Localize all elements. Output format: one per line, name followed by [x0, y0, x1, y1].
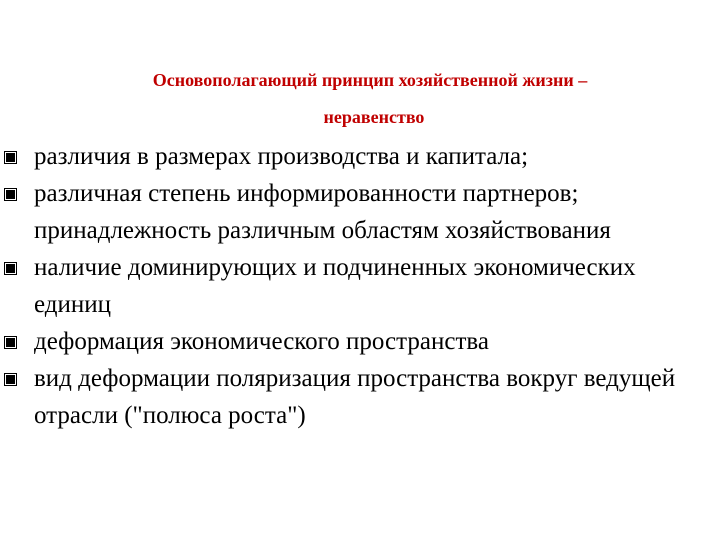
- list-item: [0, 360, 720, 434]
- list-item: [0, 175, 720, 249]
- slide-title-line-2: неравенство: [323, 107, 425, 127]
- list-item: [0, 138, 720, 175]
- square-bullet-icon: [4, 188, 17, 201]
- list-item: [0, 323, 720, 360]
- list-item-text: наличие доминирующих и подчиненных экономических единиц: [34, 254, 636, 318]
- slide-title: [0, 62, 720, 136]
- list-item-text: деформация экономического пространства: [34, 328, 489, 355]
- square-bullet-icon: [4, 336, 17, 349]
- list-item: [0, 249, 720, 323]
- list-item-text: вид деформации поляризация пространства вокруг ведущей отрасли ("полюса роста"): [34, 365, 676, 429]
- list-item-text: различная степень информированности партнеров; принадлежность различным областям хозяйствования: [34, 180, 611, 244]
- square-bullet-icon: [4, 373, 17, 386]
- bullet-list: [0, 138, 720, 434]
- list-item-text: различия в размерах производства и капитала;: [34, 143, 529, 170]
- square-bullet-icon: [4, 151, 17, 164]
- slide-title-line-1: Основополагающий принцип хозяйственной жизни –: [152, 70, 588, 90]
- square-bullet-icon: [4, 262, 17, 275]
